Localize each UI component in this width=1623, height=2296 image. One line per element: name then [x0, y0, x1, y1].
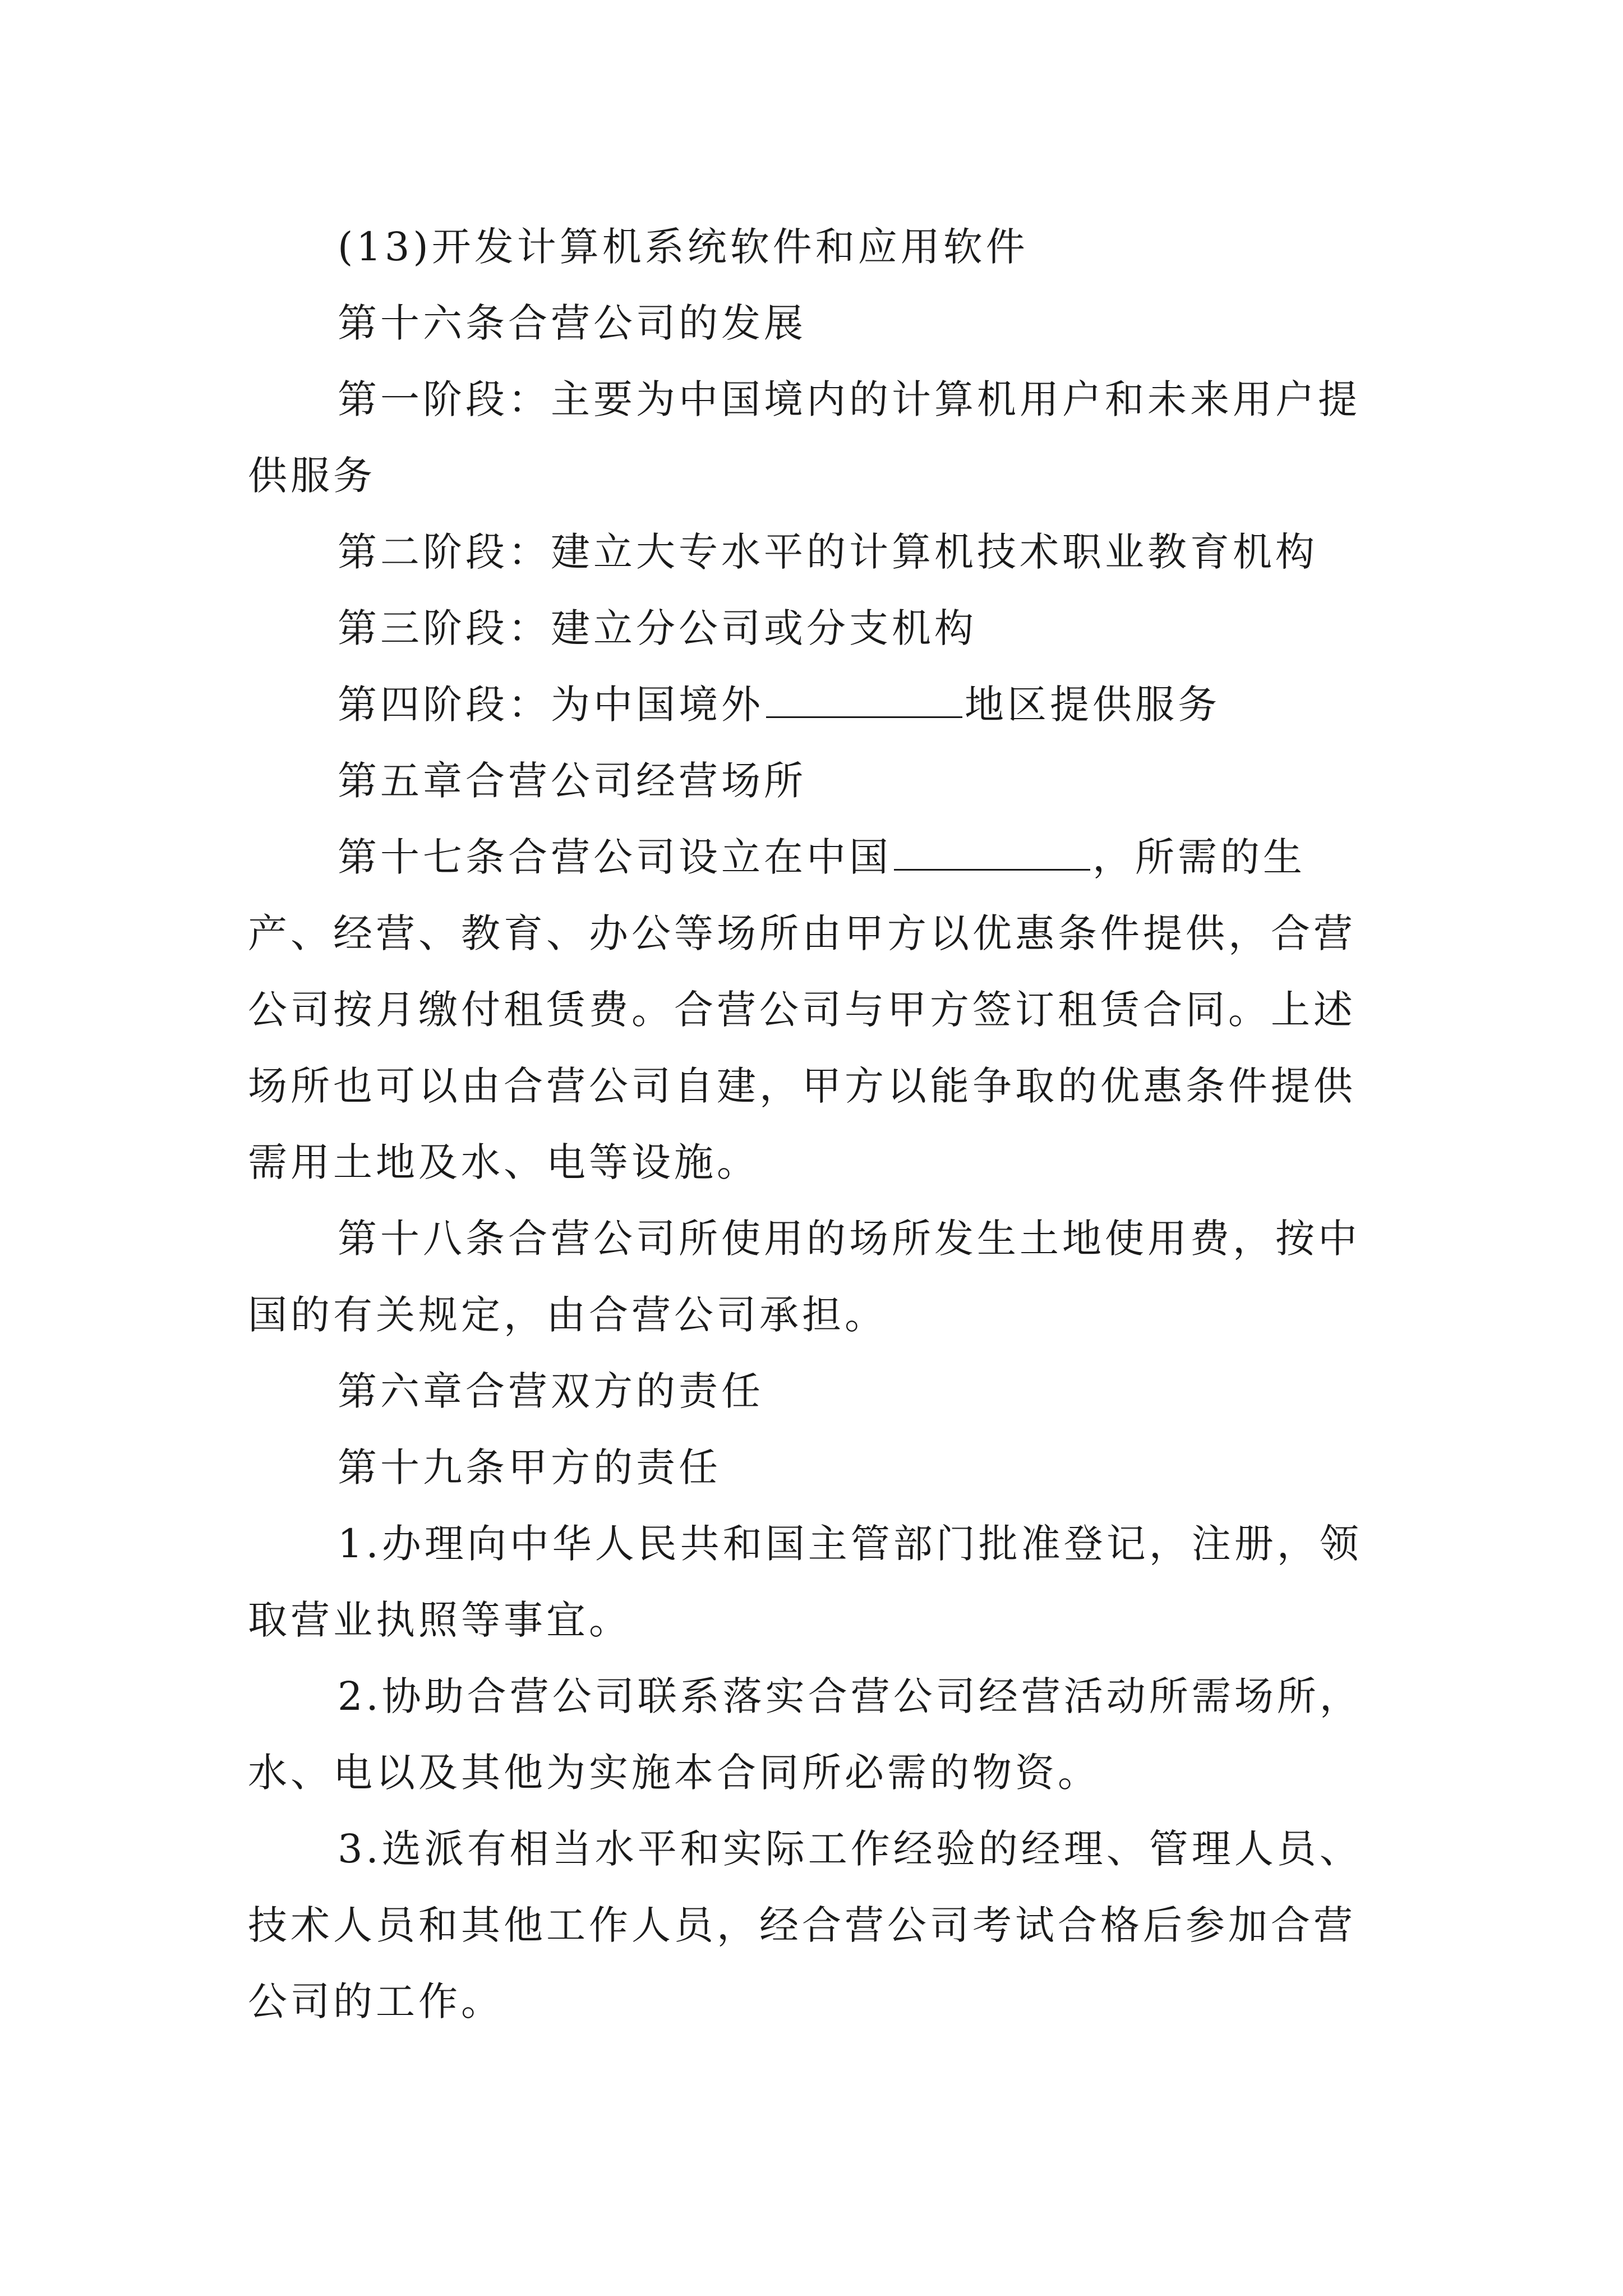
duty-item-2: 2.协助合营公司联系落实合营公司经营活动所需场所，水、电以及其他为实施本合同所必需的物资。: [248, 1673, 1362, 1796]
stage-four-paragraph: [248, 666, 1386, 743]
article-19-heading: 第十九条甲方的责任: [338, 1444, 721, 1490]
chapter-6-heading: 第六章合营双方的责任: [338, 1368, 764, 1414]
article-16-heading: 第十六条合营公司的发展: [338, 300, 806, 346]
article-17-text-after: ，所需的生产、经营、教育、办公等场所由甲方以优惠条件提供，合营公司按月缴付租赁费。合营公司与甲方签订租赁合同。上述场所也可以由合营公司自建，甲方以能争取的优惠条件提供需用土地及水、电等设施。: [248, 834, 1356, 1185]
duty-item-1: 1.办理向中华人民共和国主管部门批准登记，注册，领取营业执照等事宜。: [248, 1521, 1362, 1643]
duty-item-3: 3.选派有相当水平和实际工作经验的经理、管理人员、技术人员和其他工作人员，经合营公司考试合格后参加合营公司的工作。: [248, 1826, 1362, 2024]
stage-four-text-before: 第四阶段：为中国境外: [338, 682, 764, 728]
stage-two-paragraph: 第二阶段：建立大专水平的计算机技术职业教育机构: [338, 529, 1318, 575]
fill-in-blank-region: [766, 683, 962, 718]
article-18-paragraph: 第十八条合营公司所使用的场所发生土地使用费，按中国的有关规定，由合营公司承担。: [248, 1216, 1361, 1338]
article-17-text-before: 第十七条合营公司设立在中国: [338, 834, 892, 880]
fill-in-blank-location: [894, 835, 1090, 871]
article-17-paragraph: [248, 819, 1386, 1200]
stage-one-paragraph: 第一阶段：主要为中国境内的计算机用户和未来用户提供服务: [248, 376, 1361, 499]
paragraph-item-13: (13)开发计算机系统软件和应用软件: [338, 224, 1029, 270]
chapter-5-heading: 第五章合营公司经营场所: [338, 758, 806, 804]
stage-three-paragraph: 第三阶段：建立分公司或分支机构: [338, 605, 977, 651]
stage-four-text-after: 地区提供服务: [965, 682, 1220, 728]
document-body: [248, 209, 1386, 2040]
